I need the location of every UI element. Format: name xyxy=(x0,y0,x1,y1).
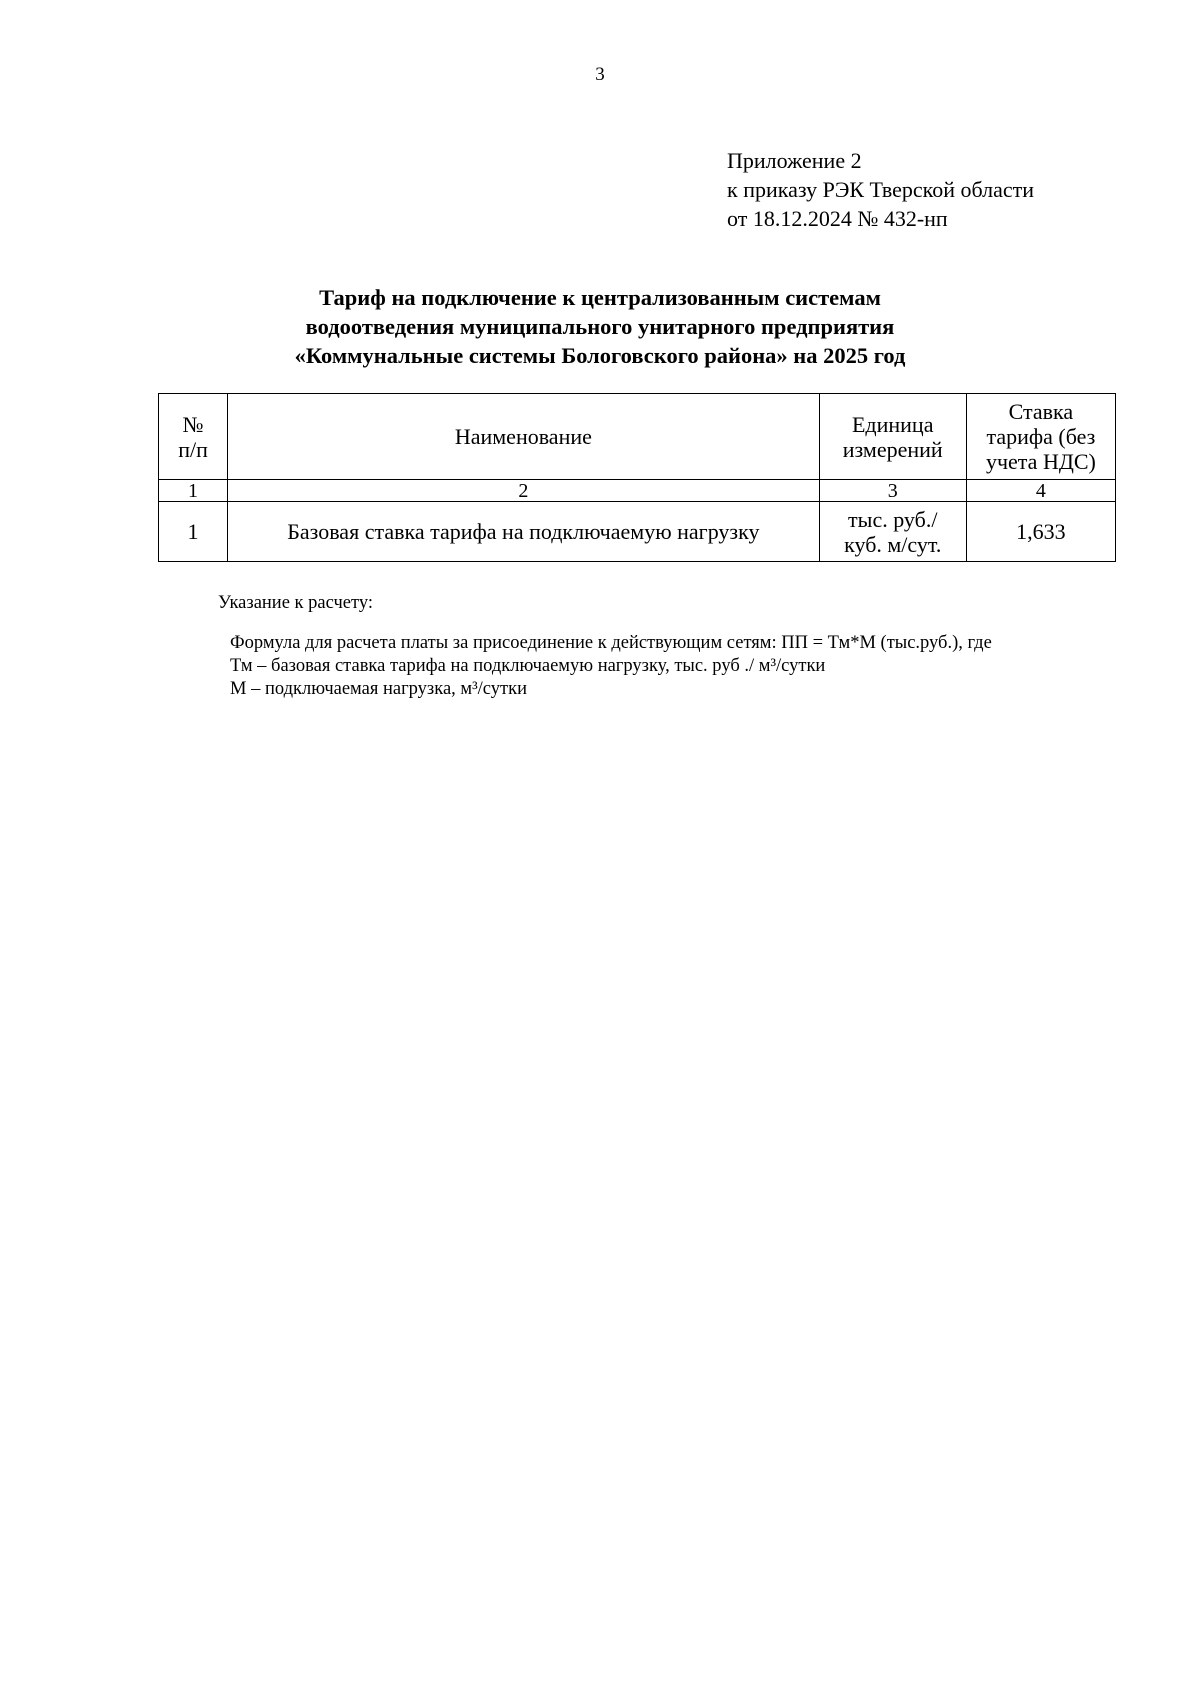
row-rate: 1,633 xyxy=(966,502,1115,562)
column-index-1: 1 xyxy=(159,480,228,502)
notes-heading: Указание к расчету: xyxy=(218,593,373,613)
formula-line-3: М – подключаемая нагрузка, м³/сутки xyxy=(230,679,527,699)
title-line-3: «Коммунальные системы Бологовского района» на 2025 год xyxy=(294,343,906,368)
column-index-row xyxy=(159,480,1116,502)
row-unit xyxy=(819,502,966,562)
title-line-2: водоотведения муниципального унитарного предприятия xyxy=(305,314,895,339)
appendix-line-2: к приказу РЭК Тверской области xyxy=(727,177,1035,202)
appendix-line-1: Приложение 2 xyxy=(727,148,862,173)
header-num-line-1: № xyxy=(182,411,204,437)
header-rate xyxy=(966,394,1115,480)
calculation-notes xyxy=(218,593,992,701)
title-line-1: Тариф на подключение к централизованным системам xyxy=(319,285,881,310)
document-title xyxy=(150,283,1050,370)
header-name: Наименование xyxy=(228,394,820,480)
header-unit-line-2: измерений xyxy=(842,436,943,462)
row-num: 1 xyxy=(159,502,228,562)
tariff-table xyxy=(158,393,1116,562)
column-index-4: 4 xyxy=(966,480,1115,502)
row-unit-line-2: куб. м/сут. xyxy=(844,531,942,557)
column-index-3: 3 xyxy=(819,480,966,502)
header-rate-line-3: учета НДС) xyxy=(985,449,1096,474)
header-num xyxy=(159,394,228,480)
formula-line-1: Формула для расчета платы за присоединение к действующим сетям: ПП = Тм*М (тыс.руб.), где xyxy=(230,633,992,653)
header-rate-line-1: Ставка xyxy=(1008,399,1074,424)
header-rate-line-2: тарифа (без xyxy=(986,424,1096,449)
formula-block xyxy=(218,632,992,701)
appendix-block xyxy=(727,146,1034,233)
table-header-row xyxy=(159,394,1116,480)
table-row xyxy=(159,502,1116,562)
formula-line-2: Тм – базовая ставка тарифа на подключаемую нагрузку, тыс. руб ./ м³/сутки xyxy=(230,656,826,676)
page-number: 3 xyxy=(595,64,605,85)
header-unit xyxy=(819,394,966,480)
header-num-line-2: п/п xyxy=(178,436,208,462)
appendix-line-3: от 18.12.2024 № 432-нп xyxy=(727,206,948,231)
header-unit-line-1: Единица xyxy=(851,411,934,437)
column-index-2: 2 xyxy=(228,480,820,502)
row-unit-line-1: тыс. руб./ xyxy=(848,506,938,532)
row-name: Базовая ставка тарифа на подключаемую нагрузку xyxy=(228,502,820,562)
